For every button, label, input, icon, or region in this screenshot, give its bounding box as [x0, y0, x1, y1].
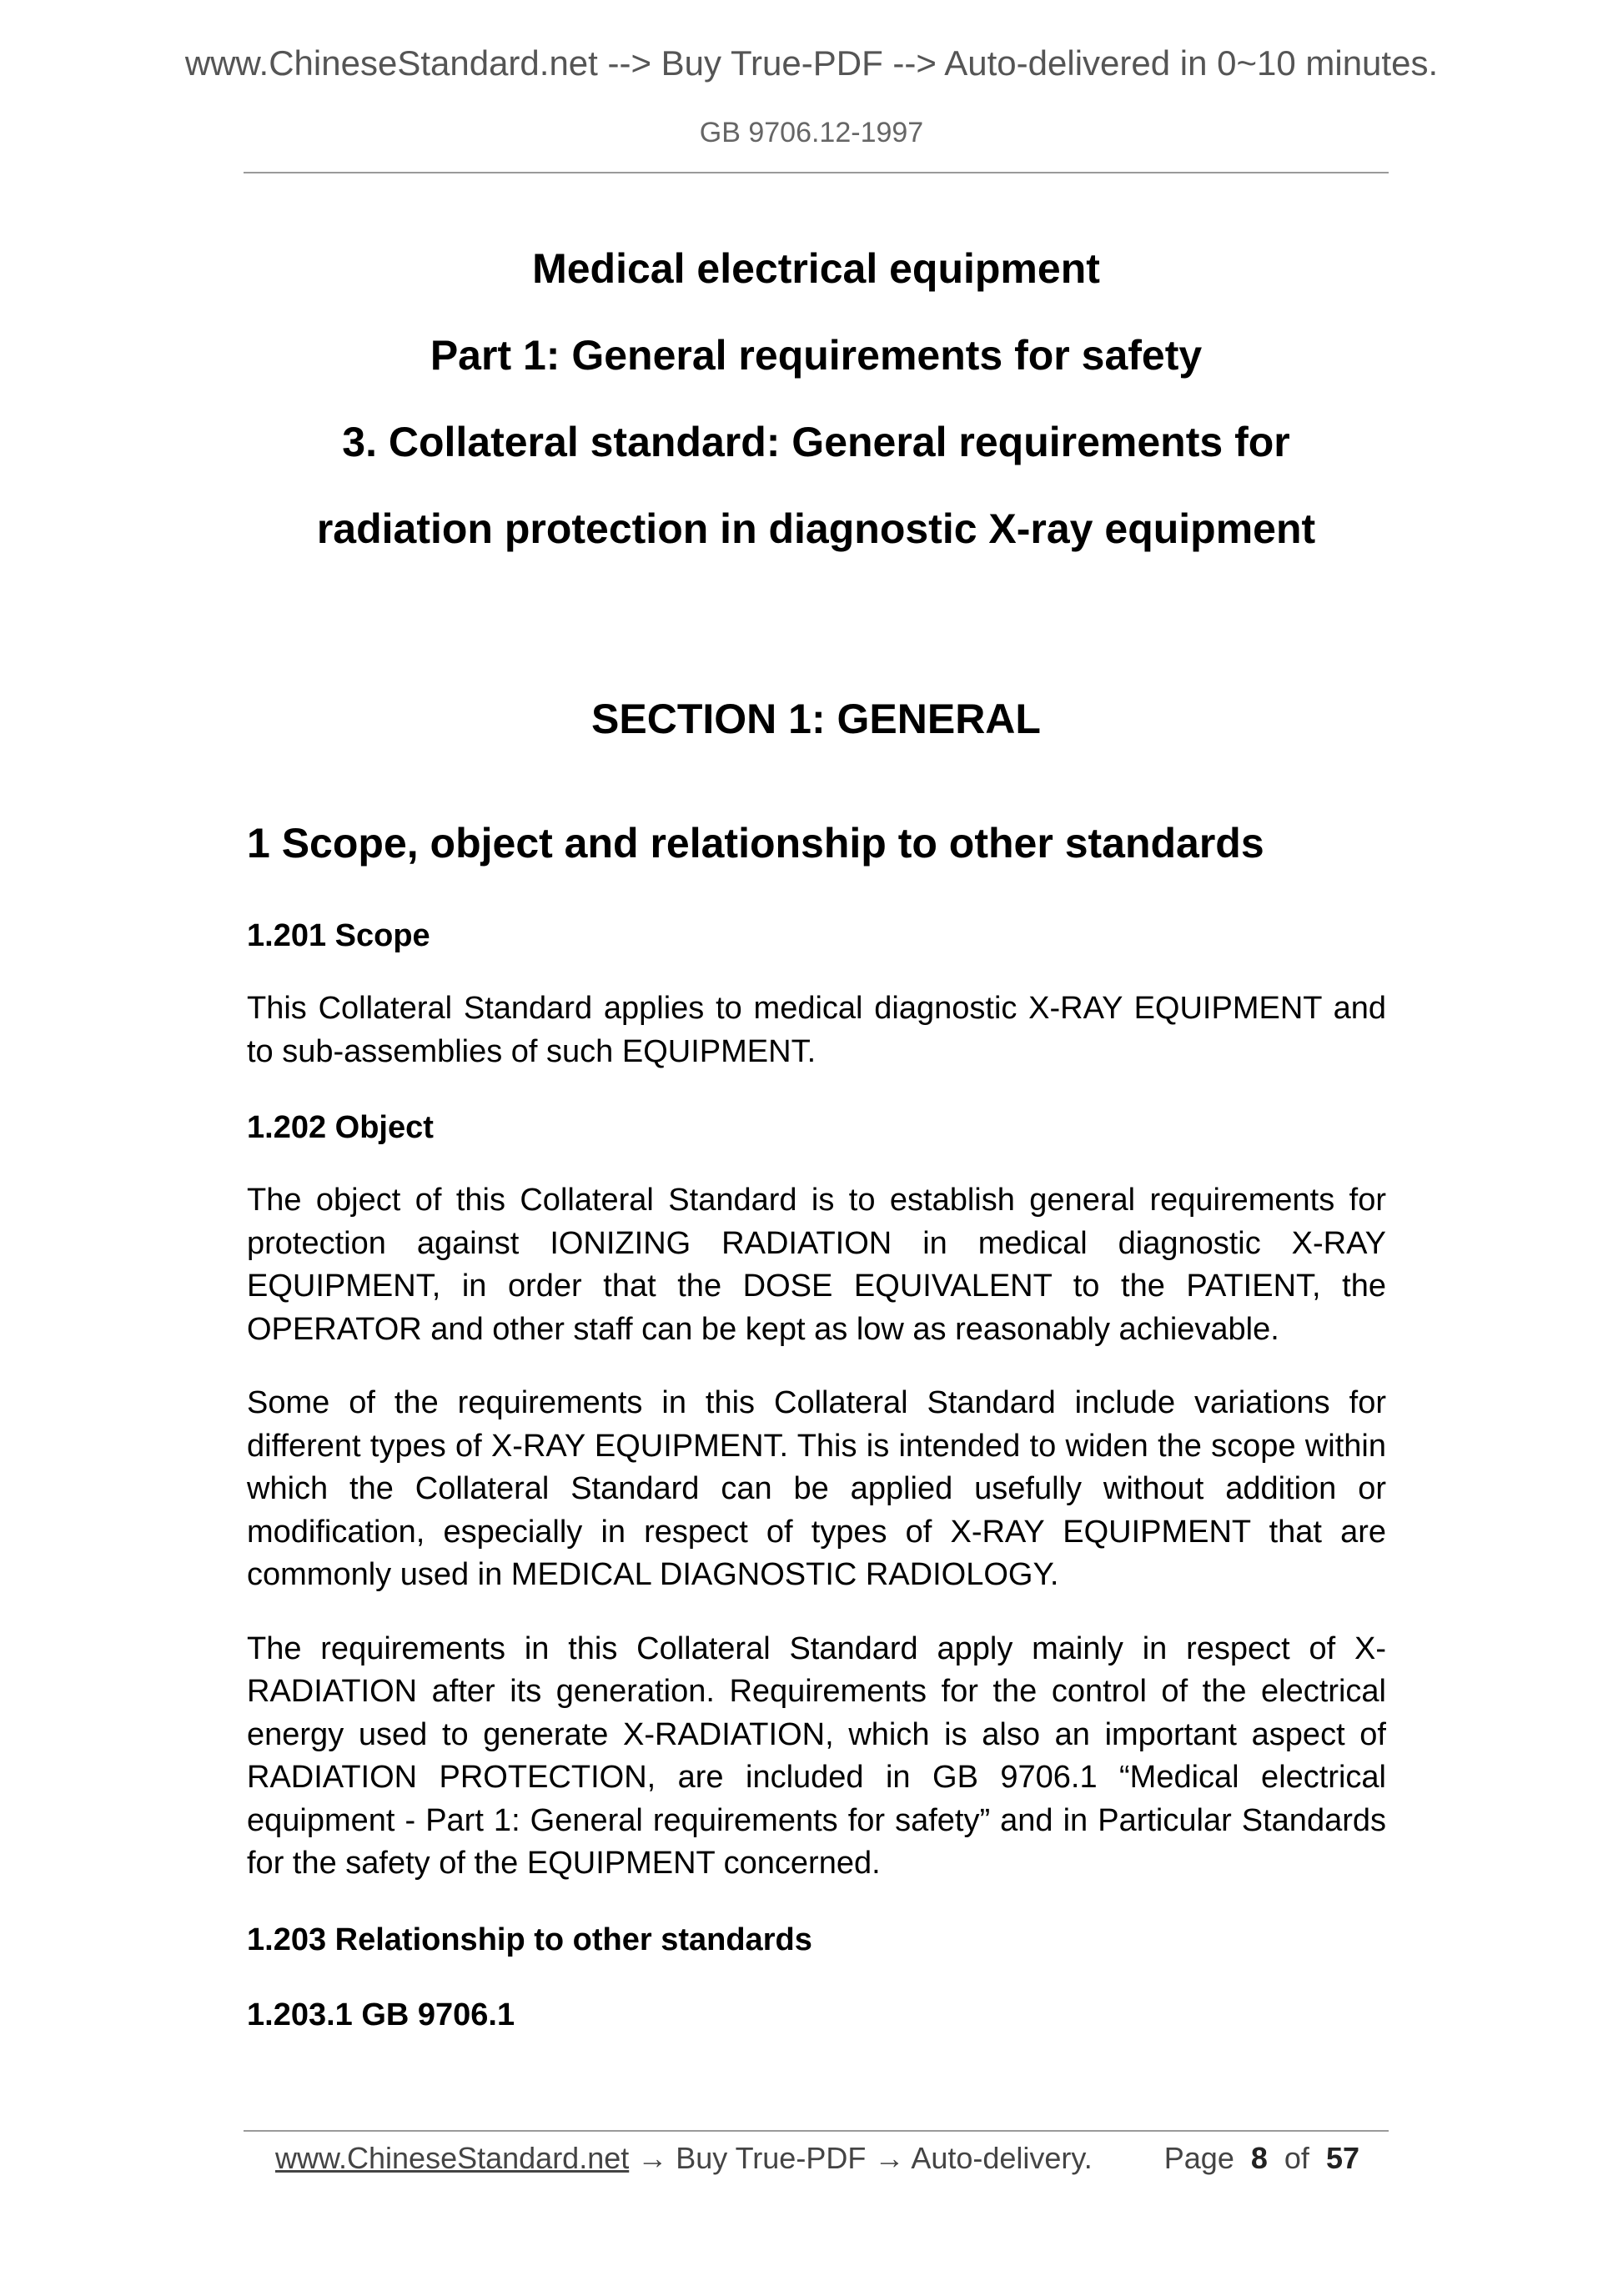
- object-paragraph-3: The requirements in this Collateral Standard apply mainly in respect of X-RADIATION after its generation. Requirements for the control of the electrical energy used to generate X-RADIATION, which is also an important aspect of RADIATION PROTECTION, are included in GB 9706.1 “Medical electrical equipment - Part 1: General requirements for safety” and in Particular Standards for the safety of the EQUIPMENT concerned.: [247, 1630, 1386, 1881]
- relationship-subheading: 1.203.1 GB 9706.1: [247, 1997, 515, 2032]
- footer-site-link[interactable]: www.ChineseStandard.net: [275, 2141, 630, 2175]
- scope-paragraph: This Collateral Standard applies to medical diagnostic X-RAY EQUIPMENT and to sub-assemblies of such EQUIPMENT.: [247, 991, 1386, 1069]
- standard-code: GB 9706.12-1997: [699, 117, 924, 148]
- clause-1-heading: 1 Scope, object and relationship to other standards: [247, 820, 1264, 867]
- object-paragraph-2: Some of the requirements in this Collateral Standard include variations for different types of X-RAY EQUIPMENT. This is intended to widen the scope within which the Collateral Standard can be applied usefully without addition or modification, especially in respect of types of X-RAY EQUIPMENT that are commonly used in MEDICAL DIAGNOSTIC RADIOLOGY.: [247, 1385, 1386, 1592]
- page-label: Page: [1163, 2141, 1234, 2175]
- title-line-2: Part 1: General requirements for safety: [430, 332, 1203, 379]
- header-divider: [244, 172, 1389, 173]
- document-body: [247, 814, 1386, 2067]
- relationship-heading: 1.203 Relationship to other standards: [247, 1922, 812, 1957]
- footer-text: → Buy True-PDF → Auto-delivery.: [629, 2141, 1093, 2175]
- object-heading: 1.202 Object: [247, 1110, 434, 1145]
- top-banner: www.ChineseStandard.net --> Buy True-PDF --> Auto-delivered in 0~10 minutes.: [184, 43, 1439, 83]
- page-number: 8: [1250, 2141, 1268, 2175]
- page-footer: [275, 2133, 1359, 2183]
- page-total: 57: [1325, 2141, 1359, 2175]
- of-label: of: [1284, 2141, 1309, 2175]
- section-heading: SECTION 1: GENERAL: [591, 696, 1041, 742]
- footer-left: [275, 2133, 1093, 2183]
- page-indicator: [1164, 2133, 1359, 2183]
- title-line-3: 3. Collateral standard: General requirements for: [342, 419, 1290, 465]
- title-line-4: radiation protection in diagnostic X-ray equipment: [316, 505, 1316, 552]
- document-title: [244, 232, 1389, 579]
- title-line-1: Medical electrical equipment: [532, 245, 1100, 292]
- scope-heading: 1.201 Scope: [247, 918, 430, 953]
- footer-divider: [244, 2130, 1389, 2132]
- object-paragraph-1: The object of this Collateral Standard is to establish general requirements for protection against IONIZING RADIATION in medical diagnostic X-RAY EQUIPMENT, in order that the DOSE EQUIVALENT to the PATIENT, the OPERATOR and other staff can be kept as low as reasonably achievable.: [247, 1183, 1386, 1347]
